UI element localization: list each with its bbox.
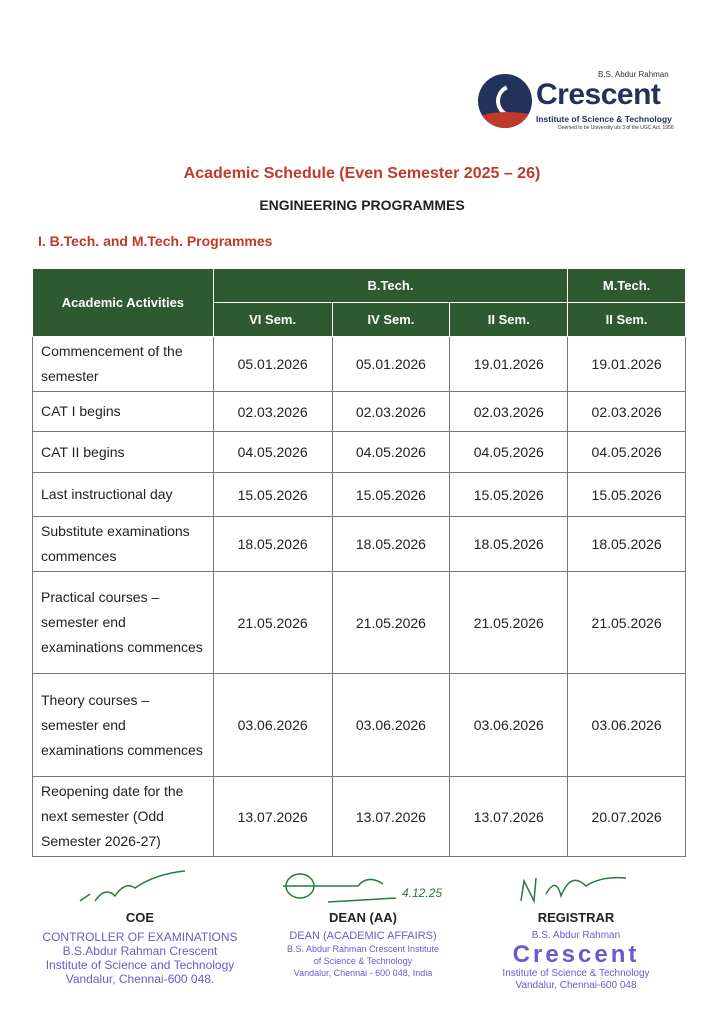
date-cell: 21.05.2026 xyxy=(568,572,686,674)
table-row xyxy=(33,517,686,572)
stamp-line: Vandalur, Chennai-600 048. xyxy=(65,972,215,986)
activity-cell: Reopening date for the next semester (Odd Semester 2026-27) xyxy=(33,777,214,857)
date-cell: 15.05.2026 xyxy=(213,473,332,517)
date-cell: 05.01.2026 xyxy=(213,337,332,392)
semester-header: IV Sem. xyxy=(332,303,450,337)
stamp-line: Crescent xyxy=(512,941,640,968)
semester-header: II Sem. xyxy=(568,303,686,337)
table-row xyxy=(33,473,686,517)
date-cell: 13.07.2026 xyxy=(213,777,332,857)
btech-header: B.Tech. xyxy=(213,269,567,303)
date-cell: 02.03.2026 xyxy=(332,392,450,432)
handwritten-signature-icon xyxy=(75,866,205,906)
schedule-table xyxy=(32,268,686,857)
activity-cell: Substitute examinations commences xyxy=(33,517,214,572)
stamp-line: CONTROLLER OF EXAMINATIONS xyxy=(42,930,238,944)
handwritten-signature-icon xyxy=(278,866,398,908)
section-heading: I. B.Tech. and M.Tech. Programmes xyxy=(38,233,273,249)
stamp-line: DEAN (ACADEMIC AFFAIRS) xyxy=(289,930,437,942)
date-cell: 03.06.2026 xyxy=(568,674,686,777)
signature-date: 4.12.25 xyxy=(402,886,443,900)
date-cell: 04.05.2026 xyxy=(568,432,686,473)
date-cell: 02.03.2026 xyxy=(568,392,686,432)
stamp-line: B.S. Abdur Rahman Crescent Institute xyxy=(286,944,440,954)
date-cell: 18.05.2026 xyxy=(568,517,686,572)
stamp-line: of Science & Technology xyxy=(313,956,413,966)
logo-institute: Institute of Science & Technology xyxy=(536,114,672,124)
activity-cell: Theory courses – semester end examinations commences xyxy=(33,674,214,777)
date-cell: 04.05.2026 xyxy=(450,432,568,473)
activity-header: Academic Activities xyxy=(33,269,214,337)
date-cell: 18.05.2026 xyxy=(332,517,450,572)
date-cell: 19.01.2026 xyxy=(450,337,568,392)
date-cell: 03.06.2026 xyxy=(332,674,450,777)
registrar-signature xyxy=(476,866,676,1016)
date-cell: 21.05.2026 xyxy=(450,572,568,674)
logo-name: Crescent xyxy=(536,78,661,111)
crescent-logo xyxy=(478,70,688,140)
dean-signature xyxy=(268,866,458,1016)
activity-cell: CAT I begins xyxy=(33,392,214,432)
date-cell: 04.05.2026 xyxy=(332,432,450,473)
stamp-line: Institute of Science and Technology xyxy=(45,958,235,972)
table-row xyxy=(33,674,686,777)
date-cell: 03.06.2026 xyxy=(450,674,568,777)
crescent-emblem-icon xyxy=(478,74,532,128)
table-row xyxy=(33,392,686,432)
table-row xyxy=(33,572,686,674)
date-cell: 13.07.2026 xyxy=(332,777,450,857)
semester-header: II Sem. xyxy=(450,303,568,337)
semester-header: VI Sem. xyxy=(213,303,332,337)
coe-signature xyxy=(25,866,255,1016)
logo-deemed: Deemed to be University u/s 3 of the UGC Act, 1956 xyxy=(558,125,674,131)
date-cell: 18.05.2026 xyxy=(213,517,332,572)
date-cell: 02.03.2026 xyxy=(213,392,332,432)
activity-cell: Commencement of the semester xyxy=(33,337,214,392)
activity-cell: Practical courses – semester end examinations commences xyxy=(33,572,214,674)
mtech-header: M.Tech. xyxy=(568,269,686,303)
date-cell: 13.07.2026 xyxy=(450,777,568,857)
stamp-line: Vandalur, Chennai - 600 048, India xyxy=(293,968,433,978)
handwritten-signature-icon xyxy=(516,866,636,906)
table-row xyxy=(33,337,686,392)
stamp-line: Vandalur, Chennai-600 048 xyxy=(515,980,637,991)
table-row xyxy=(33,777,686,857)
document-subtitle: ENGINEERING PROGRAMMES xyxy=(259,197,465,213)
date-cell: 21.05.2026 xyxy=(332,572,450,674)
document-title: Academic Schedule (Even Semester 2025 – 26) xyxy=(183,165,541,182)
stamp-line: B.S. Abdur Rahman xyxy=(531,930,621,941)
date-cell: 15.05.2026 xyxy=(568,473,686,517)
date-cell: 15.05.2026 xyxy=(450,473,568,517)
date-cell: 04.05.2026 xyxy=(213,432,332,473)
table-row xyxy=(33,432,686,473)
stamp-line: Institute of Science & Technology xyxy=(502,968,650,979)
dean-label: DEAN (AA) xyxy=(329,910,397,925)
date-cell: 20.07.2026 xyxy=(568,777,686,857)
activity-cell: CAT II begins xyxy=(33,432,214,473)
date-cell: 19.01.2026 xyxy=(568,337,686,392)
registrar-label: REGISTRAR xyxy=(537,910,615,925)
stamp-line: B.S.Abdur Rahman Crescent xyxy=(62,944,218,958)
date-cell: 18.05.2026 xyxy=(450,517,568,572)
date-cell: 05.01.2026 xyxy=(332,337,450,392)
date-cell: 15.05.2026 xyxy=(332,473,450,517)
date-cell: 03.06.2026 xyxy=(213,674,332,777)
date-cell: 21.05.2026 xyxy=(213,572,332,674)
activity-cell: Last instructional day xyxy=(33,473,214,517)
coe-label: COE xyxy=(125,910,155,925)
date-cell: 02.03.2026 xyxy=(450,392,568,432)
logo-top-text: B.S. Abdur Rahman xyxy=(598,70,669,79)
